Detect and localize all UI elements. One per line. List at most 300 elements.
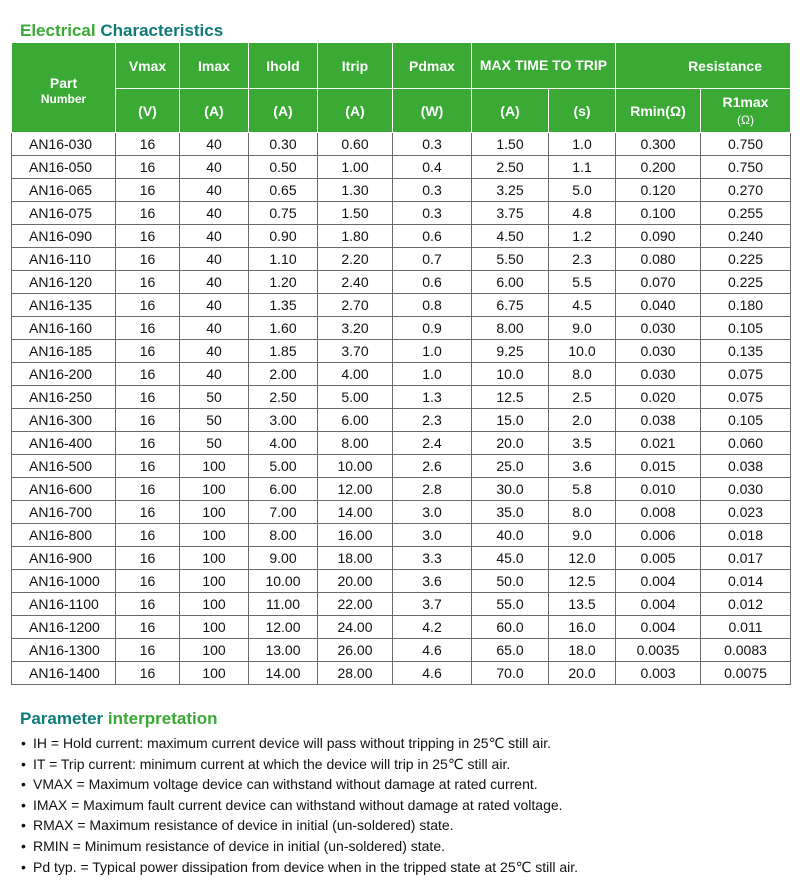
value-cell: 3.3: [393, 547, 472, 570]
value-cell: 0.105: [701, 409, 791, 432]
pdmax-header: Pdmax: [393, 43, 472, 89]
value-cell: 0.003: [616, 662, 701, 685]
value-cell: 16: [116, 363, 180, 386]
value-cell: 50: [180, 432, 249, 455]
value-cell: 0.010: [616, 478, 701, 501]
parameter-text: Pd typ. = Typical power dissipation from device when in the tripped state at 25℃ still air.: [33, 858, 579, 875]
value-cell: 4.50: [472, 225, 549, 248]
value-cell: 5.00: [318, 386, 393, 409]
table-row: [12, 340, 791, 363]
table-row: [12, 156, 791, 179]
value-cell: 8.0: [549, 501, 616, 524]
value-cell: 12.5: [549, 570, 616, 593]
value-cell: 0.7: [393, 248, 472, 271]
value-cell: 0.030: [616, 317, 701, 340]
value-cell: 16: [116, 639, 180, 662]
value-cell: 4.6: [393, 639, 472, 662]
part-number-cell: AN16-120: [12, 271, 116, 294]
value-cell: 0.100: [616, 202, 701, 225]
part-number-cell: AN16-075: [12, 202, 116, 225]
table-row: [12, 294, 791, 317]
parameter-text: VMAX = Maximum voltage device can withstand without damage at rated current.: [33, 776, 538, 793]
value-cell: 40: [180, 248, 249, 271]
table-row: [12, 225, 791, 248]
value-cell: 0.080: [616, 248, 701, 271]
value-cell: 16: [116, 202, 180, 225]
value-cell: 100: [180, 662, 249, 685]
value-cell: 3.75: [472, 202, 549, 225]
value-cell: 5.0: [549, 179, 616, 202]
value-cell: 16: [116, 133, 180, 156]
part-number-cell: AN16-700: [12, 501, 116, 524]
value-cell: 60.0: [472, 616, 549, 639]
value-cell: 3.0: [393, 501, 472, 524]
value-cell: 2.5: [549, 386, 616, 409]
value-cell: 25.0: [472, 455, 549, 478]
value-cell: 0.021: [616, 432, 701, 455]
value-cell: 40: [180, 294, 249, 317]
value-cell: 10.0: [472, 363, 549, 386]
parameter-list: [21, 733, 578, 877]
imax-unit: (A): [180, 89, 249, 133]
value-cell: 4.00: [318, 363, 393, 386]
value-cell: 16: [116, 271, 180, 294]
table-row: [12, 248, 791, 271]
parameter-item: [21, 733, 578, 754]
value-cell: 15.0: [472, 409, 549, 432]
table-row: [12, 386, 791, 409]
value-cell: 6.75: [472, 294, 549, 317]
table-row: [12, 271, 791, 294]
value-cell: 55.0: [472, 593, 549, 616]
value-cell: 40: [180, 133, 249, 156]
value-cell: 8.00: [249, 524, 318, 547]
electrical-characteristics-table: [11, 42, 791, 685]
value-cell: 0.038: [701, 455, 791, 478]
value-cell: 0.0083: [701, 639, 791, 662]
table-row: [12, 133, 791, 156]
value-cell: 3.7: [393, 593, 472, 616]
value-cell: 16: [116, 570, 180, 593]
value-cell: 8.0: [549, 363, 616, 386]
value-cell: 20.0: [472, 432, 549, 455]
value-cell: 35.0: [472, 501, 549, 524]
value-cell: 40: [180, 317, 249, 340]
table-row: [12, 501, 791, 524]
value-cell: 2.00: [249, 363, 318, 386]
value-cell: 10.0: [549, 340, 616, 363]
value-cell: 0.120: [616, 179, 701, 202]
value-cell: 0.070: [616, 271, 701, 294]
value-cell: 16: [116, 409, 180, 432]
part-number-cell: AN16-400: [12, 432, 116, 455]
value-cell: 40: [180, 225, 249, 248]
value-cell: 14.00: [318, 501, 393, 524]
table-row: [12, 409, 791, 432]
value-cell: 1.1: [549, 156, 616, 179]
value-cell: 16: [116, 340, 180, 363]
bullet-icon: •: [21, 817, 26, 834]
table-row: [12, 593, 791, 616]
value-cell: 4.5: [549, 294, 616, 317]
table-row: [12, 363, 791, 386]
value-cell: 100: [180, 478, 249, 501]
value-cell: 6.00: [472, 271, 549, 294]
value-cell: 5.50: [472, 248, 549, 271]
value-cell: 1.00: [318, 156, 393, 179]
value-cell: 9.25: [472, 340, 549, 363]
value-cell: 18.00: [318, 547, 393, 570]
value-cell: 4.00: [249, 432, 318, 455]
part-number-cell: AN16-110: [12, 248, 116, 271]
value-cell: 0.020: [616, 386, 701, 409]
value-cell: 0.9: [393, 317, 472, 340]
value-cell: 0.090: [616, 225, 701, 248]
value-cell: 0.4: [393, 156, 472, 179]
value-cell: 0.015: [616, 455, 701, 478]
parameter-text: IT = Trip current: minimum current at which the device will trip in 25℃ still air.: [33, 755, 511, 772]
value-cell: 0.018: [701, 524, 791, 547]
value-cell: 40: [180, 202, 249, 225]
value-cell: 0.240: [701, 225, 791, 248]
value-cell: 9.00: [249, 547, 318, 570]
value-cell: 24.00: [318, 616, 393, 639]
value-cell: 0.225: [701, 271, 791, 294]
bullet-icon: •: [21, 858, 26, 875]
vmax-header: Vmax: [116, 43, 180, 89]
parameter-text: IH = Hold current: maximum current device will pass without tripping in 25℃ still air.: [33, 735, 551, 751]
value-cell: 2.50: [249, 386, 318, 409]
value-cell: 12.00: [318, 478, 393, 501]
value-cell: 10.00: [249, 570, 318, 593]
value-cell: 16: [116, 294, 180, 317]
value-cell: 0.75: [249, 202, 318, 225]
value-cell: 1.10: [249, 248, 318, 271]
value-cell: 0.135: [701, 340, 791, 363]
part-number-cell: AN16-1200: [12, 616, 116, 639]
ihold-header: Ihold: [249, 43, 318, 89]
value-cell: 40.0: [472, 524, 549, 547]
value-cell: 0.030: [616, 340, 701, 363]
value-cell: 9.0: [549, 317, 616, 340]
part-number-cell: AN16-600: [12, 478, 116, 501]
value-cell: 0.014: [701, 570, 791, 593]
value-cell: 0.6: [393, 225, 472, 248]
value-cell: 0.300: [616, 133, 701, 156]
table-row: [12, 179, 791, 202]
value-cell: 30.0: [472, 478, 549, 501]
value-cell: 1.2: [549, 225, 616, 248]
bullet-icon: •: [21, 755, 26, 772]
value-cell: 0.008: [616, 501, 701, 524]
table-row: [12, 547, 791, 570]
rmin-header: Rmin(Ω): [616, 89, 701, 133]
header-row-2: [12, 89, 791, 133]
value-cell: 100: [180, 501, 249, 524]
value-cell: 0.180: [701, 294, 791, 317]
value-cell: 0.030: [616, 363, 701, 386]
value-cell: 100: [180, 524, 249, 547]
value-cell: 16: [116, 593, 180, 616]
value-cell: 3.20: [318, 317, 393, 340]
value-cell: 0.004: [616, 570, 701, 593]
value-cell: 14.00: [249, 662, 318, 685]
value-cell: 0.3: [393, 133, 472, 156]
table-row: [12, 639, 791, 662]
value-cell: 100: [180, 639, 249, 662]
value-cell: 0.8: [393, 294, 472, 317]
value-cell: 16: [116, 478, 180, 501]
value-cell: 3.6: [549, 455, 616, 478]
part-number-cell: AN16-090: [12, 225, 116, 248]
value-cell: 40: [180, 340, 249, 363]
value-cell: 22.00: [318, 593, 393, 616]
value-cell: 12.0: [549, 547, 616, 570]
value-cell: 4.2: [393, 616, 472, 639]
value-cell: 0.075: [701, 363, 791, 386]
value-cell: 100: [180, 616, 249, 639]
value-cell: 0.255: [701, 202, 791, 225]
value-cell: 16: [116, 616, 180, 639]
value-cell: 40: [180, 363, 249, 386]
value-cell: 50.0: [472, 570, 549, 593]
value-cell: 6.00: [249, 478, 318, 501]
value-cell: 40: [180, 271, 249, 294]
value-cell: 0.0035: [616, 639, 701, 662]
parameter-item: [21, 754, 578, 775]
part-number-cell: AN16-030: [12, 133, 116, 156]
itrip-header: Itrip: [318, 43, 393, 89]
value-cell: 2.3: [549, 248, 616, 271]
part-number-cell: AN16-800: [12, 524, 116, 547]
value-cell: 1.30: [318, 179, 393, 202]
part-number-cell: AN16-050: [12, 156, 116, 179]
value-cell: 1.0: [393, 363, 472, 386]
value-cell: 0.006: [616, 524, 701, 547]
value-cell: 0.075: [701, 386, 791, 409]
value-cell: 1.50: [318, 202, 393, 225]
value-cell: 65.0: [472, 639, 549, 662]
part-number-cell: AN16-160: [12, 317, 116, 340]
part-number-cell: AN16-065: [12, 179, 116, 202]
value-cell: 16.0: [549, 616, 616, 639]
part-number-cell: AN16-250: [12, 386, 116, 409]
part-number-cell: AN16-1400: [12, 662, 116, 685]
value-cell: 9.0: [549, 524, 616, 547]
value-cell: 16: [116, 662, 180, 685]
part-number-cell: AN16-135: [12, 294, 116, 317]
value-cell: 0.030: [701, 478, 791, 501]
value-cell: 20.00: [318, 570, 393, 593]
value-cell: 70.0: [472, 662, 549, 685]
value-cell: 28.00: [318, 662, 393, 685]
value-cell: 18.0: [549, 639, 616, 662]
value-cell: 2.4: [393, 432, 472, 455]
value-cell: 0.011: [701, 616, 791, 639]
parameter-text: RMIN = Minimum resistance of device in initial (un-soldered) state.: [33, 837, 445, 854]
value-cell: 0.012: [701, 593, 791, 616]
imax-header: Imax: [180, 43, 249, 89]
value-cell: 5.5: [549, 271, 616, 294]
value-cell: 1.35: [249, 294, 318, 317]
itrip-unit: (A): [318, 89, 393, 133]
value-cell: 6.00: [318, 409, 393, 432]
value-cell: 12.00: [249, 616, 318, 639]
value-cell: 0.005: [616, 547, 701, 570]
part-number-cell: AN16-500: [12, 455, 116, 478]
value-cell: 1.50: [472, 133, 549, 156]
value-cell: 0.060: [701, 432, 791, 455]
value-cell: 100: [180, 455, 249, 478]
value-cell: 2.6: [393, 455, 472, 478]
bullet-icon: •: [21, 796, 26, 813]
value-cell: 0.6: [393, 271, 472, 294]
part-number-cell: AN16-1000: [12, 570, 116, 593]
value-cell: 3.0: [393, 524, 472, 547]
value-cell: 1.80: [318, 225, 393, 248]
ihold-unit: (A): [249, 89, 318, 133]
table-row: [12, 616, 791, 639]
value-cell: 16: [116, 179, 180, 202]
value-cell: 0.3: [393, 179, 472, 202]
part-number-cell: AN16-1100: [12, 593, 116, 616]
table-row: [12, 202, 791, 225]
value-cell: 0.004: [616, 616, 701, 639]
table-row: [12, 662, 791, 685]
electrical-characteristics-title: Electrical Characteristics: [20, 21, 224, 40]
value-cell: 1.60: [249, 317, 318, 340]
value-cell: 2.40: [318, 271, 393, 294]
value-cell: 0.023: [701, 501, 791, 524]
value-cell: 16: [116, 386, 180, 409]
part-number-cell: AN16-200: [12, 363, 116, 386]
value-cell: 100: [180, 570, 249, 593]
value-cell: 100: [180, 593, 249, 616]
bullet-icon: •: [21, 776, 26, 793]
table-row: [12, 570, 791, 593]
value-cell: 3.5: [549, 432, 616, 455]
value-cell: 50: [180, 386, 249, 409]
value-cell: 0.017: [701, 547, 791, 570]
value-cell: 13.5: [549, 593, 616, 616]
value-cell: 12.5: [472, 386, 549, 409]
value-cell: 16: [116, 501, 180, 524]
value-cell: 4.6: [393, 662, 472, 685]
value-cell: 8.00: [472, 317, 549, 340]
value-cell: 2.70: [318, 294, 393, 317]
value-cell: 0.65: [249, 179, 318, 202]
value-cell: 0.50: [249, 156, 318, 179]
parameter-item: [21, 795, 578, 816]
value-cell: 0.105: [701, 317, 791, 340]
value-cell: 3.25: [472, 179, 549, 202]
value-cell: 5.8: [549, 478, 616, 501]
value-cell: 1.0: [549, 133, 616, 156]
table-row: [12, 432, 791, 455]
value-cell: 2.8: [393, 478, 472, 501]
resistance-header: Resistance: [616, 43, 791, 89]
value-cell: 1.85: [249, 340, 318, 363]
value-cell: 8.00: [318, 432, 393, 455]
part-number-cell: AN16-1300: [12, 639, 116, 662]
value-cell: 4.8: [549, 202, 616, 225]
part-number-header: Part Number: [12, 43, 116, 133]
value-cell: 16: [116, 317, 180, 340]
value-cell: 20.0: [549, 662, 616, 685]
parameter-item: [21, 774, 578, 795]
value-cell: 16: [116, 156, 180, 179]
table-row: [12, 455, 791, 478]
value-cell: 1.0: [393, 340, 472, 363]
time-current-unit: (A): [472, 89, 549, 133]
value-cell: 5.00: [249, 455, 318, 478]
value-cell: 10.00: [318, 455, 393, 478]
bullet-icon: •: [21, 837, 26, 854]
r1max-header: R1max (Ω): [701, 89, 791, 133]
value-cell: 11.00: [249, 593, 318, 616]
parameter-interpretation-title: Parameter interpretation: [20, 709, 218, 728]
value-cell: 0.200: [616, 156, 701, 179]
table-row: [12, 478, 791, 501]
value-cell: 16: [116, 455, 180, 478]
value-cell: 7.00: [249, 501, 318, 524]
value-cell: 1.3: [393, 386, 472, 409]
value-cell: 0.3: [393, 202, 472, 225]
value-cell: 40: [180, 179, 249, 202]
value-cell: 45.0: [472, 547, 549, 570]
parameter-text: RMAX = Maximum resistance of device in initial (un-soldered) state.: [33, 817, 454, 834]
value-cell: 0.038: [616, 409, 701, 432]
value-cell: 13.00: [249, 639, 318, 662]
parameter-text: IMAX = Maximum fault current device can withstand without damage at rated voltage.: [33, 796, 563, 813]
vmax-unit: (V): [116, 89, 180, 133]
value-cell: 16.00: [318, 524, 393, 547]
bullet-icon: •: [21, 735, 26, 751]
part-number-cell: AN16-900: [12, 547, 116, 570]
value-cell: 16: [116, 432, 180, 455]
value-cell: 0.004: [616, 593, 701, 616]
max-time-to-trip-header: MAX TIME TO TRIP: [472, 43, 616, 89]
part-number-cell: AN16-185: [12, 340, 116, 363]
value-cell: 0.0075: [701, 662, 791, 685]
parameter-item: [21, 815, 578, 836]
value-cell: 16: [116, 547, 180, 570]
table-row: [12, 317, 791, 340]
parameter-item: [21, 857, 578, 878]
value-cell: 2.50: [472, 156, 549, 179]
value-cell: 2.0: [549, 409, 616, 432]
value-cell: 100: [180, 547, 249, 570]
value-cell: 50: [180, 409, 249, 432]
value-cell: 16: [116, 225, 180, 248]
part-number-cell: AN16-300: [12, 409, 116, 432]
value-cell: 16: [116, 248, 180, 271]
value-cell: 3.6: [393, 570, 472, 593]
parameter-item: [21, 836, 578, 857]
value-cell: 0.225: [701, 248, 791, 271]
value-cell: 0.60: [318, 133, 393, 156]
value-cell: 3.70: [318, 340, 393, 363]
value-cell: 2.3: [393, 409, 472, 432]
value-cell: 26.00: [318, 639, 393, 662]
value-cell: 16: [116, 524, 180, 547]
table-body: [12, 133, 791, 685]
value-cell: 0.270: [701, 179, 791, 202]
time-seconds-unit: (s): [549, 89, 616, 133]
value-cell: 0.90: [249, 225, 318, 248]
pdmax-unit: (W): [393, 89, 472, 133]
value-cell: 0.750: [701, 156, 791, 179]
